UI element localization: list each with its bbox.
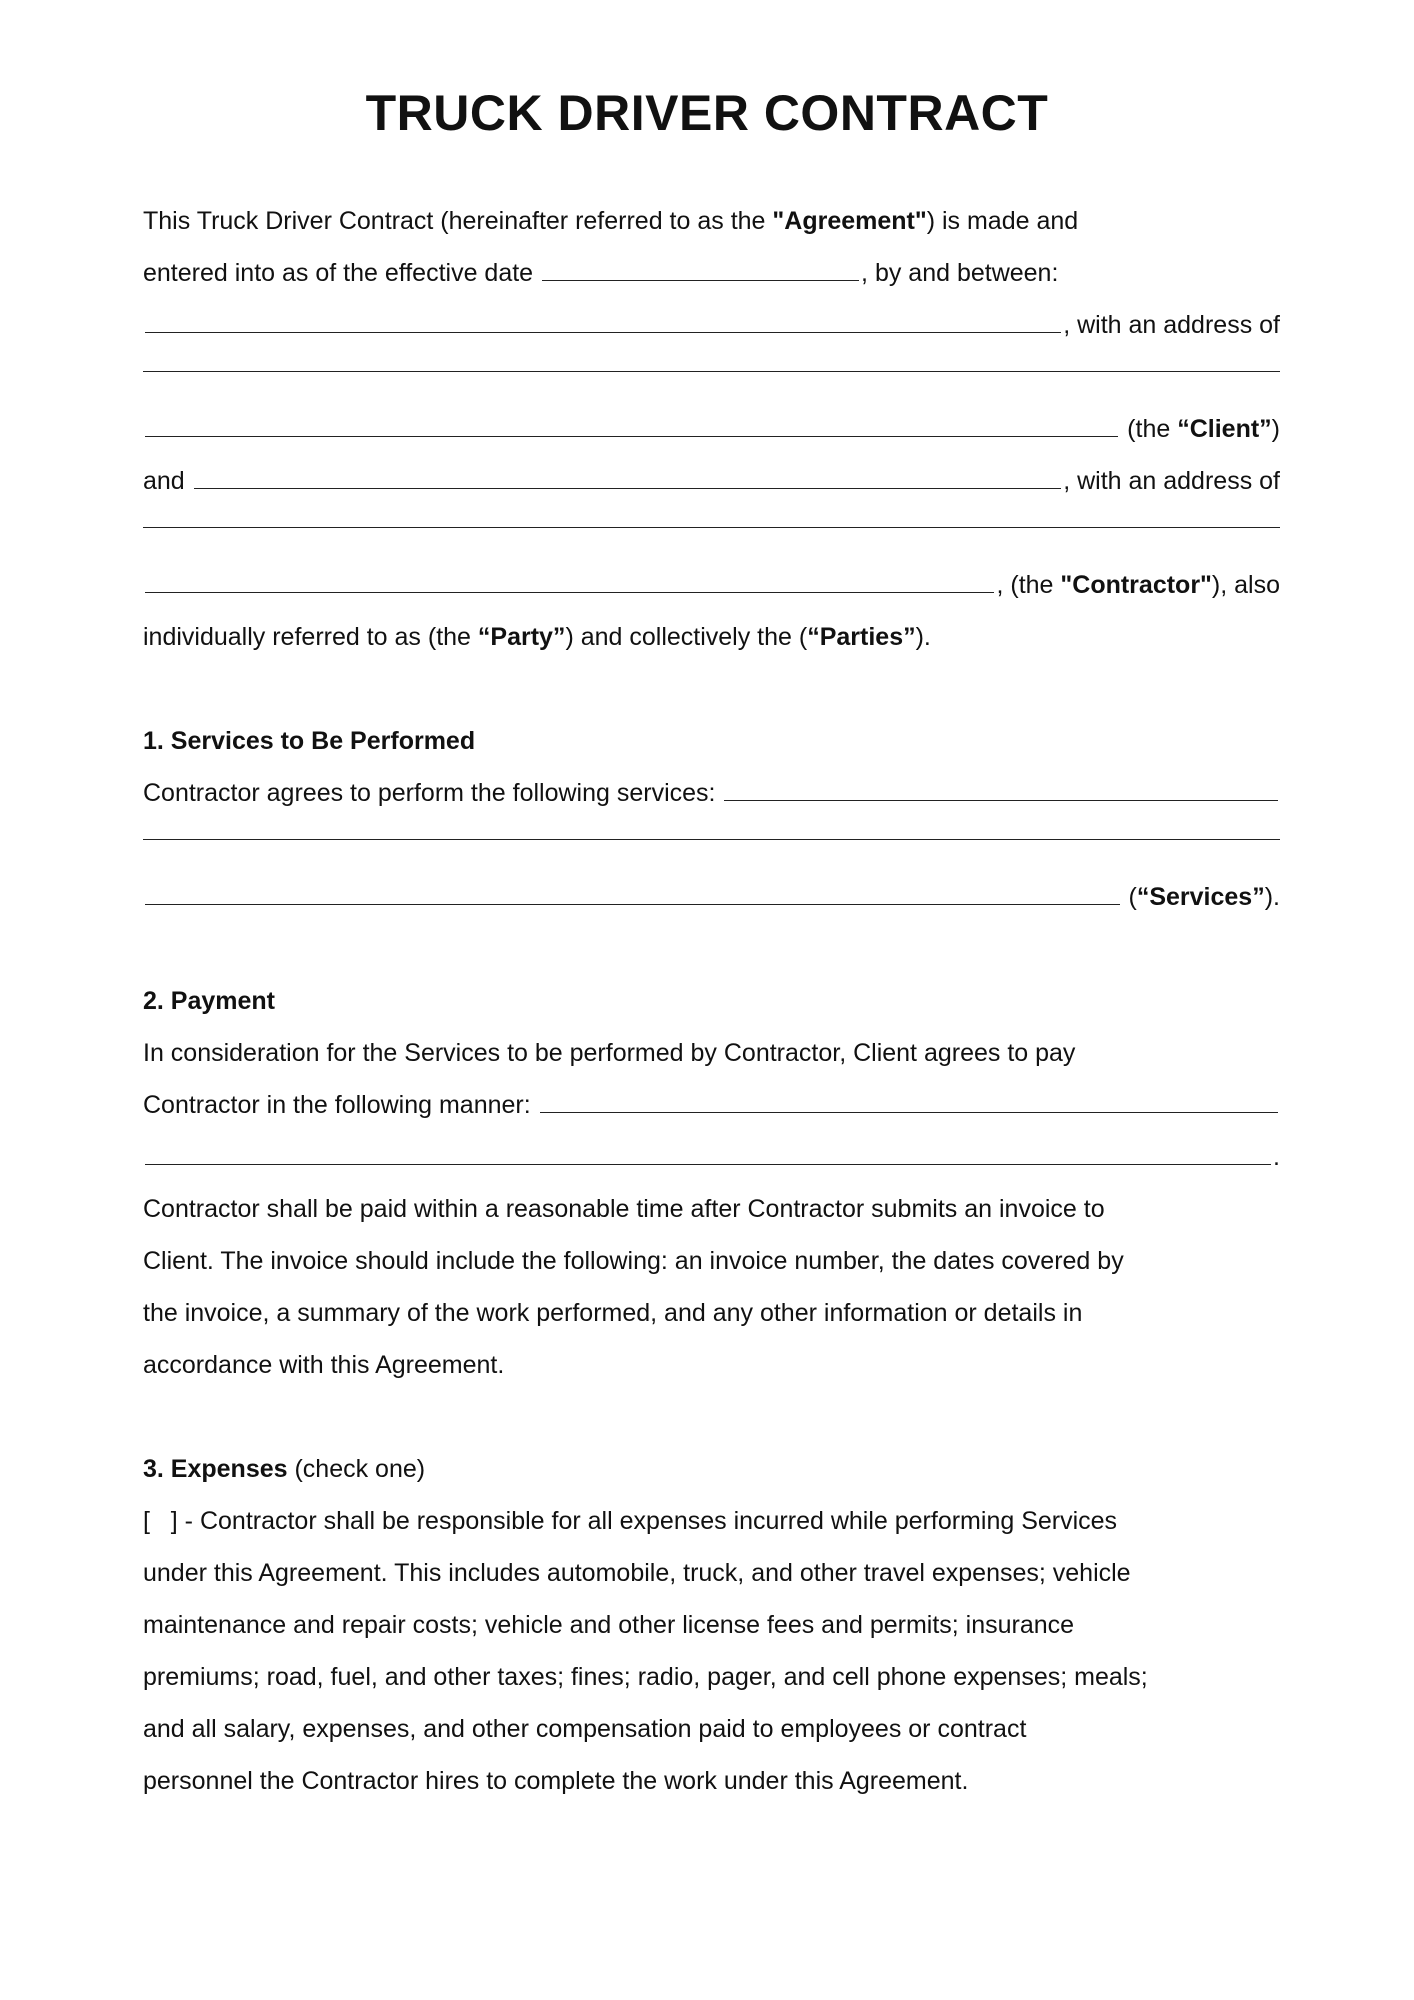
client-name-field[interactable] [145,312,1061,333]
text-segment: maintenance and repair costs; vehicle and other license fees and permits; insurance [143,1611,1075,1639]
text-line [143,1027,1280,1079]
contractor-address-line-2-field[interactable] [145,572,994,593]
text-segment: ), also [1211,571,1280,599]
text-line [143,559,1280,611]
text-line [143,1183,1280,1235]
section-2 [143,975,1280,1391]
text-segment: ) is made and [926,207,1079,235]
contractor-name-field[interactable] [194,468,1062,489]
text-line [143,819,1280,871]
text-segment: ) [1271,415,1280,443]
text-segment: , by and between: [861,259,1059,287]
expense-checkbox[interactable]: [ ] [143,1507,178,1535]
text-segment: - Contractor shall be responsible for all expenses incurred while performing Services [177,1507,1118,1535]
text-line [143,247,1280,299]
text-line [143,1599,1280,1651]
contract-body [143,195,1280,1807]
text-line [143,1287,1280,1339]
defined-term: “Services” [1136,883,1265,911]
text-segment: the invoice, a summary of the work performed, and any other information or details in [143,1299,1083,1327]
text-segment: ). [915,623,931,651]
client-address-line-1-field[interactable] [143,351,1280,372]
text-line [143,455,1280,507]
services-line-1-field[interactable] [724,780,1278,801]
sections [143,715,1280,1807]
text-segment: . [1273,1143,1280,1171]
text-line [143,507,1280,559]
section-heading [143,975,1280,1027]
text-line [143,767,1280,819]
text-segment: (the [1120,415,1178,443]
text-segment: accordance with this Agreement. [143,1351,505,1379]
text-line [143,1235,1280,1287]
text-segment: This Truck Driver Contract (hereinafter referred to as the [143,207,773,235]
text-line [143,403,1280,455]
intro-paragraph [143,195,1280,663]
text-line [143,1547,1280,1599]
text-segment: and [143,467,192,495]
text-line [143,1755,1280,1807]
text-line [143,351,1280,403]
section-heading [143,715,1280,767]
text-segment: , (the [996,571,1061,599]
contractor-address-line-1-field[interactable] [143,507,1280,528]
text-line [143,1079,1280,1131]
payment-manner-line-1-field[interactable] [540,1092,1278,1113]
services-line-2-field[interactable] [143,819,1280,840]
text-line [143,299,1280,351]
text-segment: , with an address of [1063,467,1280,495]
text-segment: , with an address of [1063,311,1280,339]
text-segment: Client. The invoice should include the following: an invoice number, the dates covered by [143,1247,1124,1275]
text-line [143,1339,1280,1391]
defined-term: "Contractor" [1060,571,1212,599]
text-line [143,195,1280,247]
text-line [143,1703,1280,1755]
text-segment: individually referred to as (the [143,623,478,651]
effective-date-field[interactable] [542,260,859,281]
text-segment: ) and collectively the ( [565,623,808,651]
section-heading [143,1443,1280,1495]
section-3 [143,1443,1280,1807]
text-segment: premiums; road, fuel, and other taxes; fines; radio, pager, and cell phone expenses; meals; [143,1663,1148,1691]
payment-manner-line-2-field[interactable] [145,1144,1271,1165]
defined-term: "Agreement" [772,207,927,235]
text-segment: In consideration for the Services to be performed by Contractor, Client agrees to pay [143,1039,1076,1067]
text-segment: under this Agreement. This includes automobile, truck, and other travel expenses; vehicle [143,1559,1131,1587]
section-1 [143,715,1280,923]
text-line [143,871,1280,923]
text-segment: ). [1264,883,1280,911]
text-segment: Contractor in the following manner: [143,1091,538,1119]
text-segment: entered into as of the effective date [143,259,541,287]
client-address-line-2-field[interactable] [145,416,1118,437]
section-heading-text: 1. Services to Be Performed [143,727,476,755]
document-title: TRUCK DRIVER CONTRACT [365,85,1049,141]
section-heading-text: 3. Expenses [143,1455,288,1483]
section-heading-text: 2. Payment [143,987,276,1015]
text-segment: personnel the Contractor hires to complete the work under this Agreement. [143,1767,969,1795]
text-line [143,1495,1280,1547]
defined-term: “Party” [477,623,566,651]
text-segment: Contractor shall be paid within a reasonable time after Contractor submits an invoice to [143,1195,1105,1223]
section-heading-note: (check one) [287,1455,426,1483]
text-segment: and all salary, expenses, and other compensation paid to employees or contract [143,1715,1027,1743]
text-segment: ( [1121,883,1137,911]
text-line [143,1651,1280,1703]
text-line [143,1131,1280,1183]
defined-term: “Client” [1177,415,1272,443]
text-segment: Contractor agrees to perform the following services: [143,779,723,807]
text-line [143,611,1280,663]
services-line-3-field[interactable] [145,884,1120,905]
defined-term: “Parties” [807,623,916,651]
